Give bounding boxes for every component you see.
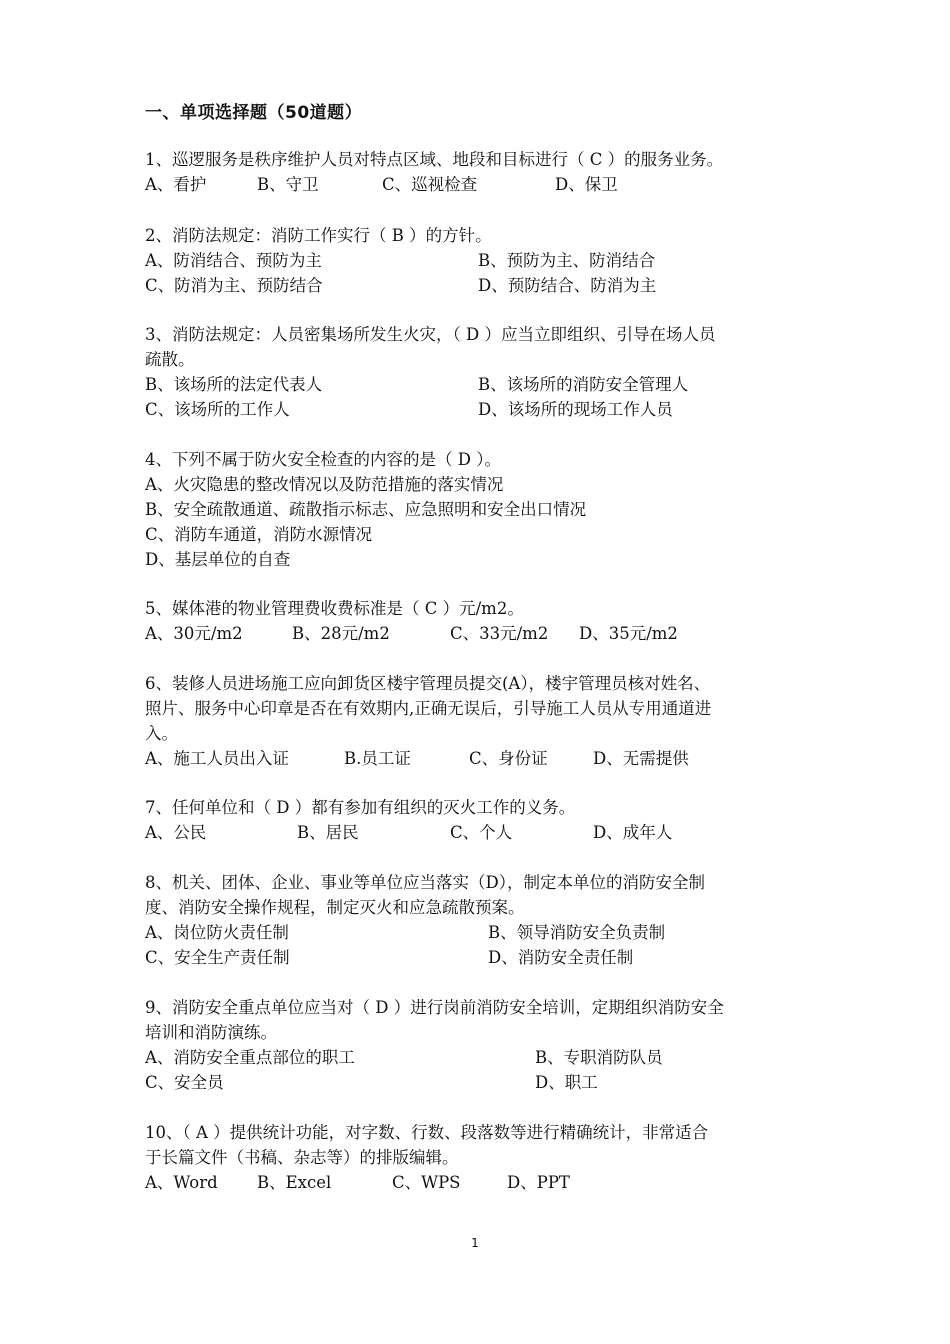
question-text: 7、任何单位和（ D ）都有参加有组织的灭火工作的义务。 bbox=[145, 798, 576, 817]
question-9 bbox=[145, 995, 815, 1095]
options-row bbox=[145, 945, 815, 970]
options-row bbox=[145, 1170, 815, 1195]
question-2 bbox=[145, 223, 815, 298]
options-row bbox=[145, 248, 815, 273]
question-10 bbox=[145, 1120, 815, 1195]
option-b: B、安全疏散通道、疏散指示标志、应急照明和安全出口情况 bbox=[145, 500, 587, 519]
question-text-cont: 于长篇文件（书稿、杂志等）的排版编辑。 bbox=[145, 1148, 459, 1167]
option-a: A、看护 bbox=[145, 175, 207, 194]
option-c: C、防消为主、预防结合 bbox=[145, 276, 323, 295]
option-a: A、Word bbox=[145, 1173, 218, 1192]
option-d: D、基层单位的自查 bbox=[145, 550, 291, 569]
options-row bbox=[145, 746, 815, 771]
option-b: B、预防为主、防消结合 bbox=[478, 251, 656, 270]
question-7 bbox=[145, 795, 815, 845]
options-row bbox=[145, 372, 815, 397]
question-8 bbox=[145, 870, 815, 970]
option-b: B、专职消防队员 bbox=[535, 1048, 663, 1067]
question-6 bbox=[145, 671, 815, 771]
option-d: D、成年人 bbox=[593, 823, 673, 842]
question-text-cont: 疏散。 bbox=[145, 350, 195, 369]
option-b: B、28元/m2 bbox=[292, 624, 390, 643]
option-c: C、巡视检查 bbox=[382, 175, 478, 194]
option-d: D、保卫 bbox=[555, 175, 618, 194]
question-text: 9、消防安全重点单位应当对（ D ）进行岗前消防安全培训，定期组织消防安全 bbox=[145, 998, 724, 1017]
question-3 bbox=[145, 322, 815, 422]
option-b: B、守卫 bbox=[257, 175, 319, 194]
option-b: B、该场所的消防安全管理人 bbox=[478, 375, 689, 394]
question-text: 4、下列不属于防火安全检查的内容的是（ D ）。 bbox=[145, 450, 501, 469]
option-d: D、职工 bbox=[535, 1073, 598, 1092]
options-row bbox=[145, 920, 815, 945]
question-text: 1、巡逻服务是秩序维护人员对特点区域、地段和目标进行（ C ）的服务业务。 bbox=[145, 150, 724, 169]
option-c: C、该场所的工作人 bbox=[145, 400, 290, 419]
options-row bbox=[145, 621, 815, 646]
options-row bbox=[145, 820, 815, 845]
option-d: D、消防安全责任制 bbox=[488, 948, 634, 967]
option-c: C、消防车通道，消防水源情况 bbox=[145, 525, 373, 544]
question-4 bbox=[145, 447, 815, 572]
option-b: B、领导消防安全负责制 bbox=[488, 923, 666, 942]
question-text: 3、消防法规定：人员密集场所发生火灾，（ D ）应当立即组织、引导在场人员 bbox=[145, 325, 716, 344]
question-text: 5、媒体港的物业管理费收费标准是（ C ）元/m2。 bbox=[145, 599, 524, 618]
question-5 bbox=[145, 596, 815, 646]
question-text: 6、装修人员进场施工应向卸货区楼宇管理员提交(A），楼宇管理员核对姓名、 bbox=[145, 674, 711, 693]
option-a: A、消防安全重点部位的职工 bbox=[145, 1048, 355, 1067]
option-c: C、身份证 bbox=[469, 749, 548, 768]
section-title: 一、单项选择题（50道题） bbox=[145, 103, 363, 123]
option-a: A、火灾隐患的整改情况以及防范措施的落实情况 bbox=[145, 475, 504, 494]
options-row bbox=[145, 1070, 815, 1095]
option-d: D、PPT bbox=[507, 1173, 570, 1192]
option-c: C、33元/m2 bbox=[450, 624, 549, 643]
question-text-cont: 入。 bbox=[145, 724, 178, 743]
question-1 bbox=[145, 147, 815, 197]
question-text: 10、（ A ）提供统计功能，对字数、行数、段落数等进行精确统计，非常适合 bbox=[145, 1123, 709, 1142]
page-number: 1 bbox=[471, 1236, 479, 1250]
option-a: B、该场所的法定代表人 bbox=[145, 375, 323, 394]
option-a: A、公民 bbox=[145, 823, 207, 842]
question-text: 2、消防法规定：消防工作实行（ B ）的方针。 bbox=[145, 226, 492, 245]
options-row bbox=[145, 1045, 815, 1070]
options-row bbox=[145, 273, 815, 298]
question-text-cont: 照片、服务中心印章是否在有效期内,正确无误后，引导施工人员从专用通道进 bbox=[145, 699, 712, 718]
options-row bbox=[145, 397, 815, 422]
options-row bbox=[145, 172, 815, 197]
option-a: A、30元/m2 bbox=[145, 624, 243, 643]
question-text: 8、机关、团体、企业、事业等单位应当落实（D），制定本单位的消防安全制 bbox=[145, 873, 705, 892]
option-a: A、岗位防火责任制 bbox=[145, 923, 289, 942]
option-b: B、Excel bbox=[257, 1173, 332, 1192]
option-b: B.员工证 bbox=[344, 749, 411, 768]
option-b: B、居民 bbox=[297, 823, 359, 842]
option-c: C、WPS bbox=[392, 1173, 461, 1192]
question-text-cont: 度、消防安全操作规程，制定灭火和应急疏散预案。 bbox=[145, 898, 525, 917]
option-d: D、35元/m2 bbox=[579, 624, 678, 643]
option-c: C、安全生产责任制 bbox=[145, 948, 290, 967]
option-d: D、预防结合、防消为主 bbox=[478, 276, 657, 295]
option-c: C、安全员 bbox=[145, 1073, 224, 1092]
option-d: D、该场所的现场工作人员 bbox=[478, 400, 673, 419]
option-a: A、施工人员出入证 bbox=[145, 749, 289, 768]
option-c: C、个人 bbox=[450, 823, 513, 842]
question-text-cont: 培训和消防演练。 bbox=[145, 1023, 277, 1042]
option-d: D、无需提供 bbox=[593, 749, 689, 768]
option-a: A、防消结合、预防为主 bbox=[145, 251, 322, 270]
